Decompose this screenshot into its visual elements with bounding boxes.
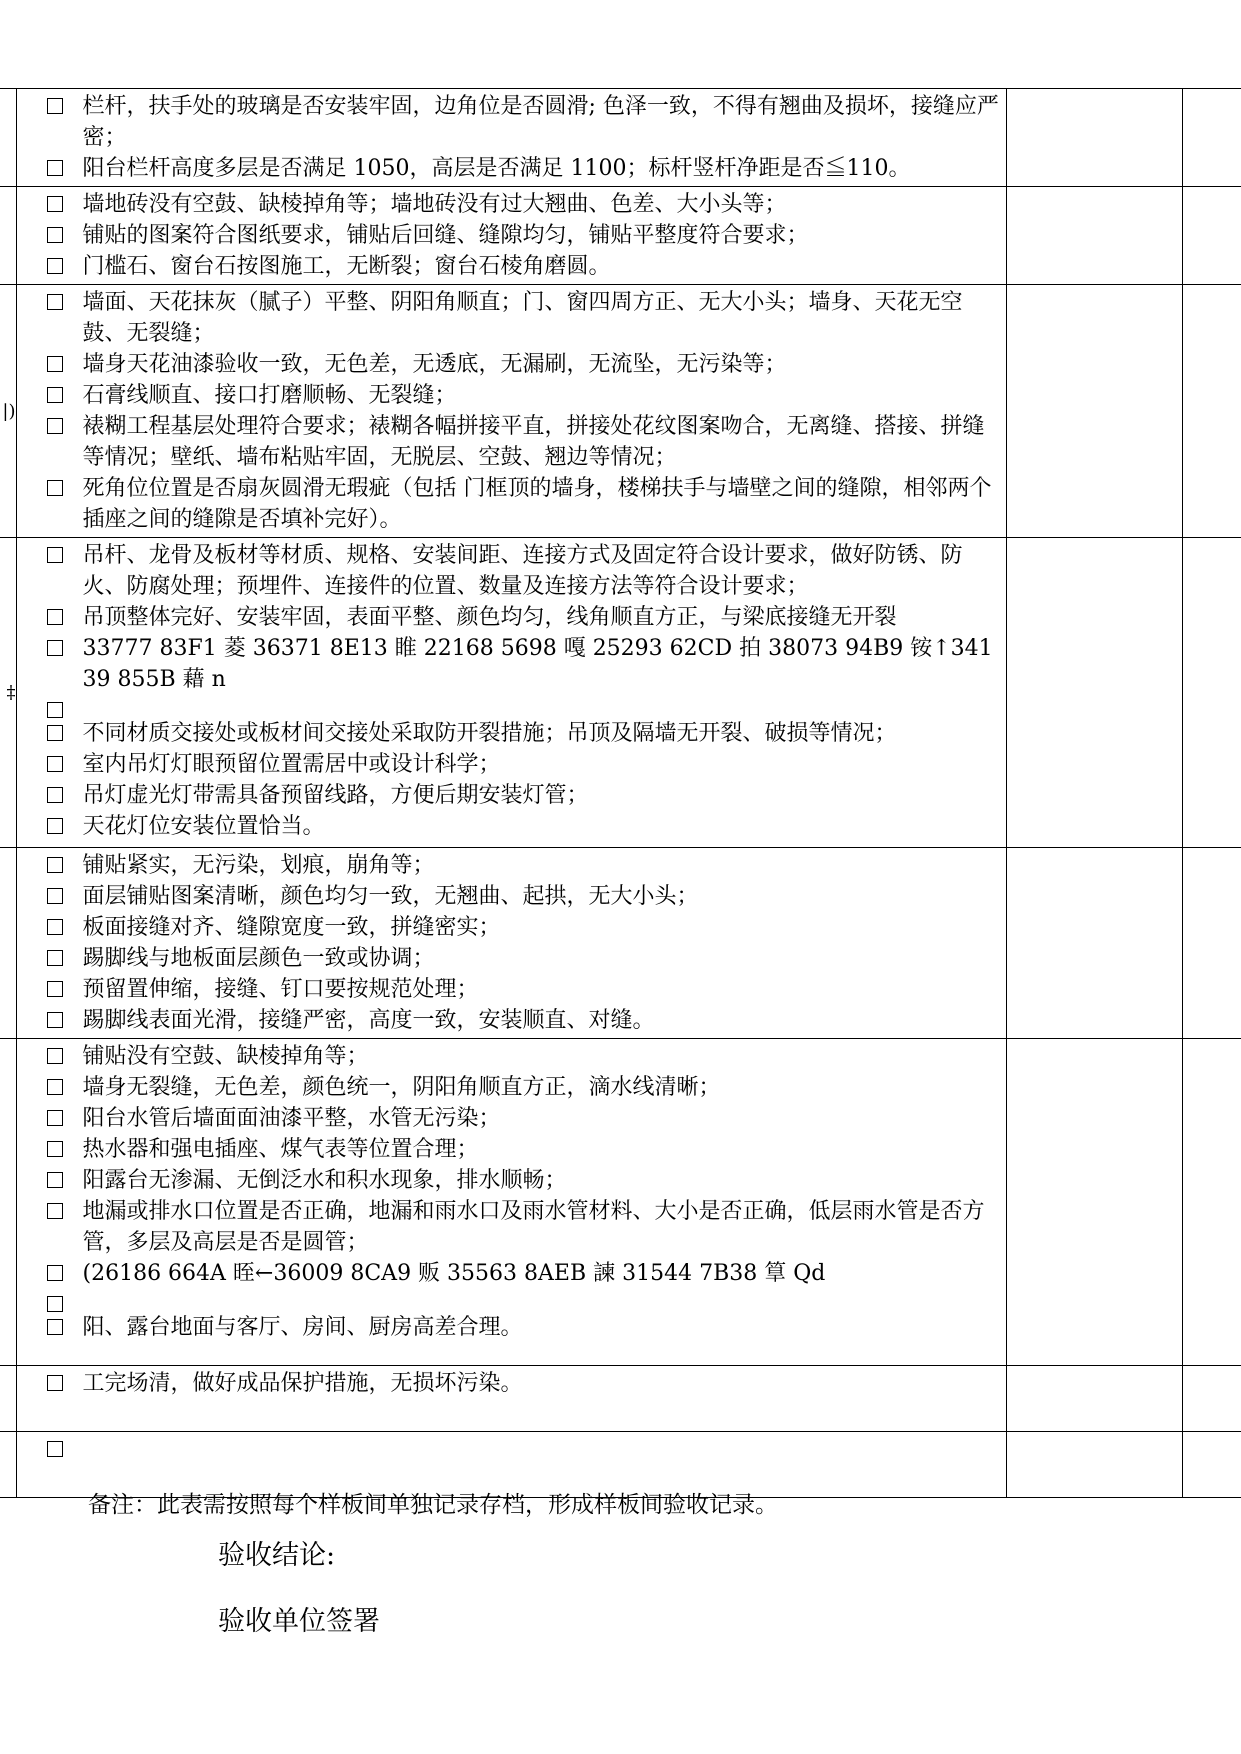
section-items-cell: [16, 848, 1006, 1039]
checklist-item-text: 不同材质交接处或板材间交接处采取防开裂措施；吊顶及隔墙无开裂、破损等情况；: [82, 721, 897, 746]
checklist-item-text: 墙地砖没有空鼓、缺棱掉角等；墙地砖没有过大翘曲、色差、大小头等；: [82, 192, 787, 217]
checklist-item: [25, 912, 1000, 943]
checklist-section-row: [0, 1039, 1241, 1366]
checklist-item-text: 面层铺贴图案清晰，颜色均匀一致，无翘曲、起拱，无大小头；: [82, 884, 699, 909]
result-cell[interactable]: [1006, 1432, 1182, 1498]
checklist-item: [25, 881, 1000, 912]
remarks-cell[interactable]: [1182, 1366, 1241, 1432]
checklist-item: [25, 540, 1000, 602]
checkbox[interactable]: [47, 787, 63, 803]
checkbox[interactable]: [47, 1441, 63, 1457]
checkbox[interactable]: [47, 725, 63, 741]
checkbox[interactable]: [47, 888, 63, 904]
checklist-section-row: [0, 89, 1241, 187]
result-cell[interactable]: [1006, 89, 1182, 187]
section-items-cell: [16, 285, 1006, 538]
checklist-item-text: 板面接缝对齐、缝隙宽度一致，拼缝密实；: [82, 915, 501, 940]
checklist-item-text: (26186 664A 晊←36009 8CA9 贩 35563 8AEB 諫 31544 7B38 筸 Qd: [82, 1261, 826, 1286]
conclusion-label: 验收结论:: [218, 1540, 336, 1571]
checklist-item-text: 死角位位置是否扇灰圆滑无瑕疵（包括 门框顶的墙身，楼梯扶手与墙壁之间的缝隙，相邻两个插座之间的缝隙是否填补完好）。: [82, 476, 992, 532]
checklist-item: [25, 602, 1000, 633]
result-cell[interactable]: [1006, 848, 1182, 1039]
checkbox[interactable]: [47, 480, 63, 496]
checklist-item-text: 阳、露台地面与客厅、房间、厨房高差合理。: [82, 1315, 523, 1340]
checklist-item-text: 栏杆，扶手处的玻璃是否安装牢固，边角位是否圆滑; 色泽一致，不得有翘曲及损坏，接缝应严密；: [82, 94, 999, 150]
checklist-item-text: 墙面、天花抹灰（腻子）平整、阴阳角顺直；门、窗四周方正、无大小头；墙身、天花无空鼓、无裂缝；: [82, 290, 963, 346]
checklist-item: [25, 943, 1000, 974]
remarks-cell[interactable]: [1182, 848, 1241, 1039]
checklist-item: [25, 189, 1000, 220]
result-cell[interactable]: [1006, 1039, 1182, 1366]
checklist-item: [25, 251, 1000, 282]
section-category-cell: [0, 89, 16, 187]
checklist-item-text: 踢脚线表面光滑，接缝严密，高度一致，安装顺直、对缝。: [82, 1008, 655, 1033]
checkbox[interactable]: [47, 1265, 63, 1281]
checklist-item: [25, 380, 1000, 411]
checklist-item: [25, 411, 1000, 473]
section-category-cell: ‡: [0, 538, 16, 848]
checkbox[interactable]: [47, 356, 63, 372]
checklist-item: [25, 974, 1000, 1005]
result-cell[interactable]: [1006, 187, 1182, 285]
checklist-item-text: 踢脚线与地板面层颜色一致或协调；: [82, 946, 435, 971]
checkbox[interactable]: [47, 1012, 63, 1028]
checkbox[interactable]: [47, 640, 63, 656]
checkbox[interactable]: [47, 1203, 63, 1219]
checkbox[interactable]: [47, 1375, 63, 1391]
checklist-item: [25, 349, 1000, 380]
section-items-cell: [16, 187, 1006, 285]
checkbox[interactable]: [47, 547, 63, 563]
checklist-section-row: [0, 1432, 1241, 1498]
checklist-item: [25, 811, 1000, 842]
checklist-item-text: 天花灯位安装位置恰当。: [82, 814, 325, 839]
remarks-cell[interactable]: [1182, 538, 1241, 848]
checklist-item: [25, 1103, 1000, 1134]
section-category-cell: [0, 1039, 16, 1366]
checklist-item: [25, 633, 1000, 695]
checklist-item: [25, 220, 1000, 251]
checklist-item: [25, 1368, 1000, 1399]
result-cell[interactable]: [1006, 538, 1182, 848]
remarks-cell[interactable]: [1182, 187, 1241, 285]
checklist-section-row: [0, 187, 1241, 285]
checkbox[interactable]: [47, 857, 63, 873]
section-category-cell: [0, 1366, 16, 1432]
checklist-item-text: 石膏线顺直、接口打磨顺畅、无裂缝；: [82, 383, 457, 408]
checklist-item-text: 室内吊灯灯眼预留位置需居中或设计科学；: [82, 752, 501, 777]
checklist-item: [25, 287, 1000, 349]
checkbox[interactable]: [47, 919, 63, 935]
checklist-item: [25, 1258, 1000, 1289]
checklist-item-text: 阳台栏杆高度多层是否满足 1050，高层是否满足 1100；标杆竖杆净距是否≦110。: [82, 156, 911, 181]
acceptance-checklist-table: [0, 88, 1241, 1498]
checkbox[interactable]: [47, 196, 63, 212]
checklist-item: [25, 1005, 1000, 1036]
remarks-cell[interactable]: [1182, 1432, 1241, 1498]
section-category-cell: |): [0, 285, 16, 538]
remark-note: 备注：此表需按照每个样板间单独记录存档，形成样板间验收记录。: [88, 1492, 778, 1518]
checklist-item-text: 裱糊工程基层处理符合要求；裱糊各幅拼接平直，拼接处花纹图案吻合，无离缝、搭接、拼缝等情况；壁纸、墙布粘贴牢固，无脱层、空鼓、翘边等情况；: [82, 414, 985, 470]
checkbox[interactable]: [47, 950, 63, 966]
section-category-cell: [0, 187, 16, 285]
checkbox[interactable]: [47, 1296, 63, 1312]
checkbox[interactable]: [47, 1048, 63, 1064]
checkbox[interactable]: [47, 1319, 63, 1335]
checklist-item: [25, 473, 1000, 535]
checklist-item-text: 铺贴的图案符合图纸要求，铺贴后回缝、缝隙均匀，铺贴平整度符合要求；: [82, 223, 809, 248]
checklist-item: [25, 1196, 1000, 1258]
checklist-item-text: 铺贴没有空鼓、缺棱掉角等；: [82, 1044, 369, 1069]
section-category-cell: [0, 848, 16, 1039]
checklist-item: [25, 1312, 1000, 1343]
checkbox[interactable]: [47, 1110, 63, 1126]
checklist-item-text: 吊顶整体完好、安装牢固，表面平整、颜色均匀，线角顺直方正，与梁底接缝无开裂: [82, 605, 897, 630]
remarks-cell[interactable]: [1182, 285, 1241, 538]
checklist-item-text: 吊灯虚光灯带需具备预留线路，方便后期安装灯管；: [82, 783, 589, 808]
checklist-section-row: [0, 285, 1241, 538]
result-cell[interactable]: [1006, 285, 1182, 538]
section-items-cell: [16, 1366, 1006, 1432]
checkbox[interactable]: [47, 702, 63, 718]
checklist-section-row: [0, 848, 1241, 1039]
section-items-cell: [16, 1039, 1006, 1366]
checkbox[interactable]: [47, 98, 63, 114]
checkbox[interactable]: [47, 981, 63, 997]
section-items-cell: [16, 89, 1006, 187]
result-cell[interactable]: [1006, 1366, 1182, 1432]
checklist-item: [25, 695, 1000, 718]
signature-label: 验收单位签署: [218, 1606, 380, 1637]
checklist-item-text: 33777 83F1 菱 36371 8E13 睢 22168 5698 嘎 25293 62CD 拍 38073 94B9 铵↑34139 855B 藉 n: [82, 636, 993, 692]
checklist-item-text: 吊杆、龙骨及板材等材质、规格、安装间距、连接方式及固定符合设计要求，做好防锈、防火、防腐处理；预埋件、连接件的位置、数量及连接方法等符合设计要求；: [82, 543, 963, 599]
checklist-section-row: [0, 1366, 1241, 1432]
checklist-item-text: 工完场清，做好成品保护措施，无损坏污染。: [82, 1371, 523, 1396]
checklist-item: [25, 780, 1000, 811]
checkbox[interactable]: [47, 227, 63, 243]
checklist-item: [25, 1134, 1000, 1165]
checklist-item-text: 地漏或排水口位置是否正确，地漏和雨水口及雨水管材料、大小是否正确，低层雨水管是否方管，多层及高层是否是圆管；: [82, 1199, 985, 1255]
remarks-cell[interactable]: [1182, 89, 1241, 187]
checklist-item: [25, 153, 1000, 184]
checklist-item: [25, 1289, 1000, 1312]
checklist-item: [25, 91, 1000, 153]
checkbox[interactable]: [47, 756, 63, 772]
checklist-item-text: 预留置伸缩，接缝、钉口要按规范处理；: [82, 977, 479, 1002]
checkbox[interactable]: [47, 1172, 63, 1188]
checklist-item-text: 热水器和强电插座、煤气表等位置合理；: [82, 1137, 479, 1162]
checklist-item: [25, 850, 1000, 881]
checkbox[interactable]: [47, 258, 63, 274]
checklist-item: [25, 1041, 1000, 1072]
checkbox[interactable]: [47, 609, 63, 625]
checklist-item: [25, 1072, 1000, 1103]
checklist-section-row: [0, 538, 1241, 848]
checkbox[interactable]: [47, 294, 63, 310]
checklist-item: [25, 1434, 1000, 1457]
checkbox[interactable]: [47, 418, 63, 434]
checkbox[interactable]: [47, 387, 63, 403]
checklist-item-text: 阳露台无渗漏、无倒泛水和积水现象，排水顺畅；: [82, 1168, 567, 1193]
section-items-cell: [16, 1432, 1006, 1498]
checkbox[interactable]: [47, 818, 63, 834]
remarks-cell[interactable]: [1182, 1039, 1241, 1366]
checklist-item: [25, 718, 1000, 749]
checklist-item-text: 墙身天花油漆验收一致，无色差，无透底，无漏刷，无流坠，无污染等；: [82, 352, 787, 377]
checklist-item-text: 铺贴紧实，无污染，划痕，崩角等；: [82, 853, 435, 878]
section-items-cell: [16, 538, 1006, 848]
checkbox[interactable]: [47, 1141, 63, 1157]
section-category-cell: [0, 1432, 16, 1498]
checklist-item-text: 墙身无裂缝，无色差，颜色统一，阴阳角顺直方正，滴水线清晰；: [82, 1075, 721, 1100]
checklist-item: [25, 1165, 1000, 1196]
checklist-item: [25, 749, 1000, 780]
checkbox[interactable]: [47, 1079, 63, 1095]
checklist-item-text: 阳台水管后墙面面油漆平整，水管无污染；: [82, 1106, 501, 1131]
checklist-item-text: 门槛石、窗台石按图施工，无断裂；窗台石棱角磨圆。: [82, 254, 611, 279]
checkbox[interactable]: [47, 160, 63, 176]
